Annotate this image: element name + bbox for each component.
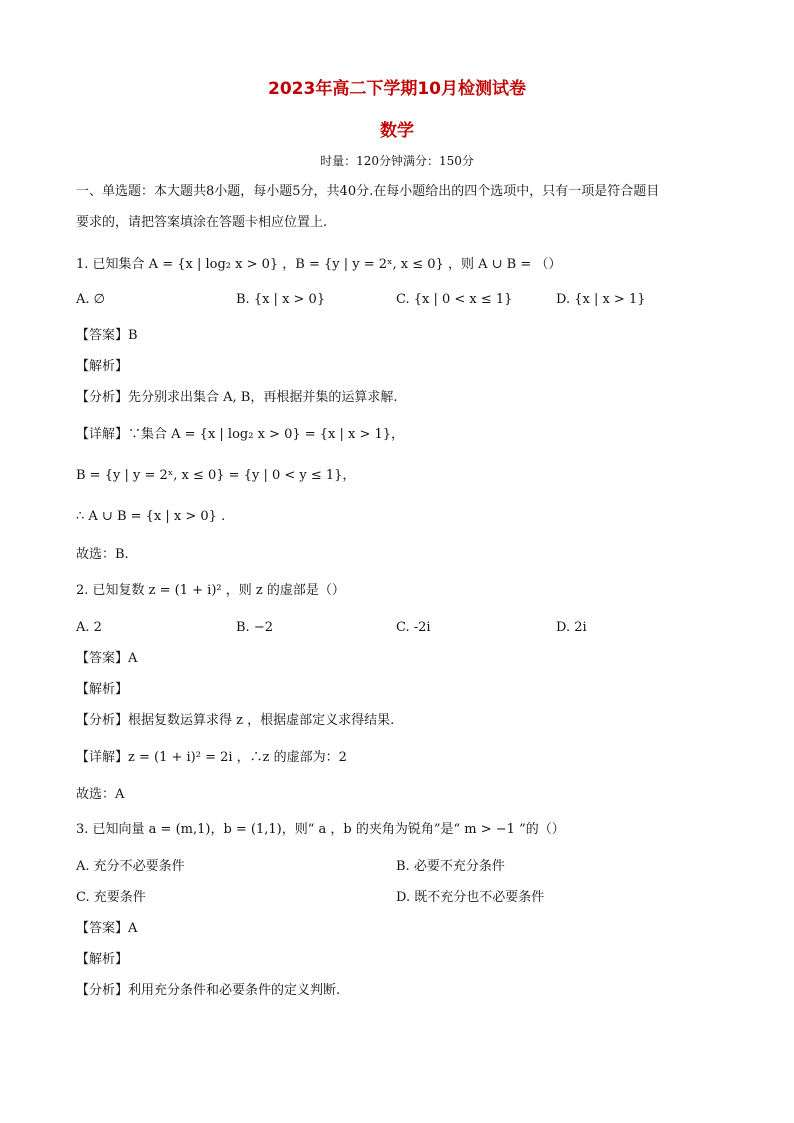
- q1-jiexi-heading: 【解析】: [76, 359, 129, 374]
- q3-jiexi-heading: 【解析】: [76, 952, 129, 967]
- q3-option-c: C. 充要条件: [76, 890, 146, 905]
- q1-detail-line-2: B = {y | y = 2ˣ, x ≤ 0} = {y | 0 < y ≤ 1}，: [76, 468, 356, 483]
- q3-option-d: D. 既不充分也不必要条件: [396, 890, 545, 905]
- q1-detail-line-3: ∴ A ∪ B = {x | x > 0} .: [76, 509, 226, 524]
- q1-stem: 1. 已知集合 A = {x | log₂ x > 0} ，B = {y | y = 2ˣ, x ≤ 0} ，则 A ∪ B = （）: [76, 257, 562, 272]
- q2-option-c: C. -2i: [396, 620, 431, 635]
- q3-stem: 3. 已知向量 a = (m,1)，b = (1,1)，则“ a ，b 的夹角为锐角”是“ m > −1 ”的（）: [76, 822, 565, 837]
- section-intro-line-2: 要求的，请把答案填涂在答题卡相应位置上.: [76, 215, 328, 230]
- q3-answer: 【答案】A: [76, 921, 138, 936]
- q1-detail-line-1: 【详解】∵集合 A = {x | log₂ x > 0} = {x | x > 1}，: [76, 427, 405, 442]
- q2-analysis: 【分析】根据复数运算求得 z ，根据虚部定义求得结果.: [76, 713, 395, 728]
- subject-title: 数学: [380, 121, 414, 141]
- q2-option-d: D. 2i: [556, 620, 587, 635]
- q2-stem: 2. 已知复数 z = (1 + i)² ，则 z 的虚部是（）: [76, 583, 345, 598]
- q3-option-a: A. 充分不必要条件: [76, 859, 185, 874]
- q3-option-b: B. 必要不充分条件: [396, 859, 505, 874]
- exam-title: 2023年高二下学期10月检测试卷: [268, 79, 526, 99]
- q1-analysis: 【分析】先分别求出集合 A, B，再根据并集的运算求解.: [76, 390, 398, 405]
- q1-option-d: D. {x | x > 1}: [556, 292, 646, 307]
- q1-option-c: C. {x | 0 < x ≤ 1}: [396, 292, 513, 307]
- q1-choose: 故选：B.: [76, 547, 129, 562]
- exam-meta: 时量：120分钟满分：150分: [320, 154, 474, 168]
- q2-jiexi-heading: 【解析】: [76, 682, 129, 697]
- q1-answer: 【答案】B: [76, 328, 138, 343]
- q2-answer: 【答案】A: [76, 651, 138, 666]
- q2-detail: 【详解】z = (1 + i)² = 2i ，∴z 的虚部为：2: [76, 750, 347, 765]
- q2-option-a: A. 2: [76, 620, 102, 635]
- q1-option-a: A. ∅: [76, 292, 105, 307]
- q2-option-b: B. −2: [236, 620, 273, 635]
- section-intro-line-1: 一、单选题：本大题共8小题，每小题5分，共40分.在每小题给出的四个选项中，只有一项是符合题目: [76, 184, 660, 199]
- q2-choose: 故选：A: [76, 787, 125, 802]
- q1-option-b: B. {x | x > 0}: [236, 292, 326, 307]
- q3-analysis: 【分析】利用充分条件和必要条件的定义判断.: [76, 983, 341, 998]
